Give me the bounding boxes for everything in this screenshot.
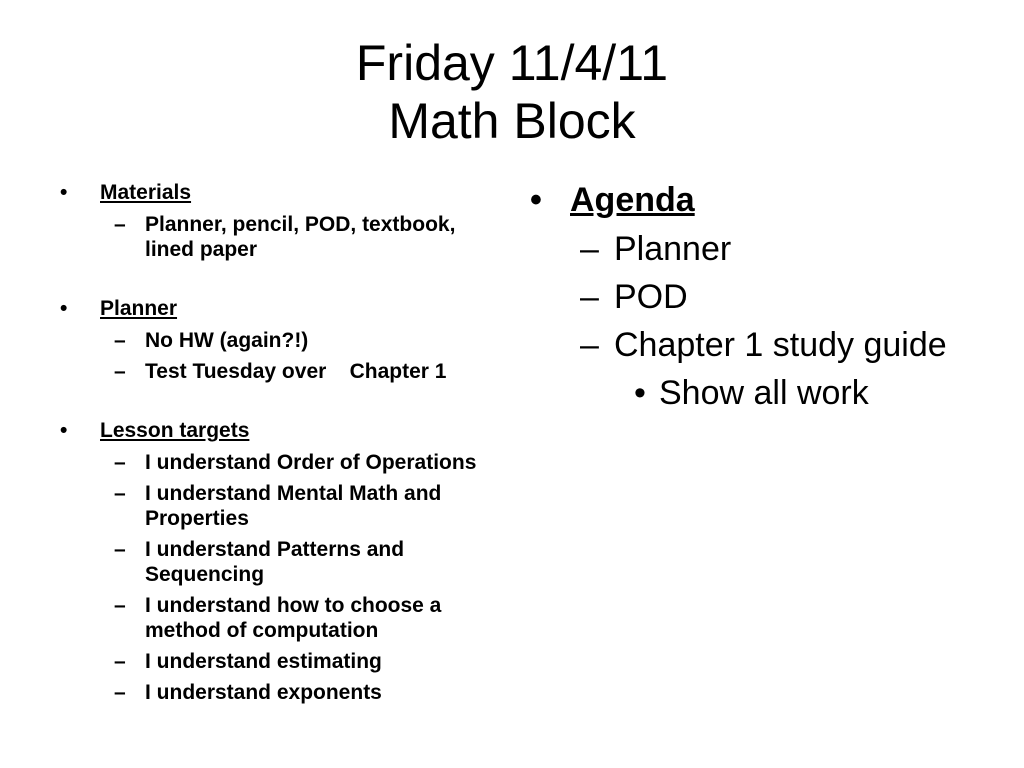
bullet-icon: • [60, 297, 68, 320]
materials-item [58, 212, 498, 262]
right-column [528, 180, 948, 412]
lesson-target-text: I understand exponents [145, 681, 382, 704]
lesson-target-text: I understand Patterns and Sequencing [145, 538, 405, 586]
dash-icon: – [114, 360, 126, 383]
agenda-item [528, 230, 948, 268]
lesson-target-text: I understand Order of Operations [145, 451, 477, 474]
planner-item-text: Test Tuesday over Chapter 1 [145, 360, 447, 383]
dash-icon: – [114, 538, 126, 561]
lesson-target-item [58, 649, 498, 674]
bullet-icon: • [60, 181, 68, 204]
dash-icon: – [114, 650, 126, 673]
bullet-icon: • [634, 374, 646, 412]
agenda-item-text: Planner [614, 230, 732, 268]
agenda-subitem-text: Show all work [659, 374, 869, 412]
dash-icon: – [114, 482, 126, 505]
dash-icon: – [580, 326, 599, 364]
materials-item-text: Planner, pencil, POD, textbook, lined paper [145, 213, 456, 261]
lesson-targets-heading-item [58, 418, 498, 444]
dash-icon: – [114, 213, 126, 236]
lesson-target-item [58, 680, 498, 705]
agenda-item-text: POD [614, 278, 688, 316]
lesson-target-item [58, 537, 498, 587]
planner-item [58, 359, 498, 384]
bullet-icon: • [530, 181, 542, 219]
lesson-targets-heading: Lesson targets [100, 419, 250, 442]
agenda-item [528, 278, 948, 316]
dash-icon: – [114, 681, 126, 704]
left-column [58, 180, 498, 705]
lesson-target-item [58, 450, 498, 475]
agenda-item-text: Chapter 1 study guide [614, 326, 947, 364]
planner-item-text: No HW (again?!) [145, 329, 309, 352]
agenda-heading: Agenda [570, 181, 695, 219]
agenda-subitem [528, 374, 948, 412]
bullet-icon: • [60, 419, 68, 442]
planner-heading: Planner [100, 297, 178, 320]
lesson-target-text: I understand Mental Math and Properties [145, 482, 442, 530]
agenda-heading-item [528, 180, 948, 220]
lesson-target-text: I understand estimating [145, 650, 382, 673]
dash-icon: – [580, 278, 599, 316]
lesson-target-item [58, 481, 498, 531]
slide-title [0, 34, 1024, 150]
dash-icon: – [114, 329, 126, 352]
lesson-target-item [58, 593, 498, 643]
lesson-target-text: I understand how to choose a method of computation [145, 594, 442, 642]
materials-heading-item [58, 180, 498, 206]
dash-icon: – [114, 594, 126, 617]
planner-item [58, 328, 498, 353]
title-line-date: Friday 11/4/11 [355, 35, 669, 91]
materials-heading: Materials [100, 181, 192, 204]
agenda-item [528, 326, 948, 364]
title-line-subject: Math Block [388, 93, 636, 149]
dash-icon: – [114, 451, 126, 474]
dash-icon: – [580, 230, 599, 268]
planner-heading-item [58, 296, 498, 322]
